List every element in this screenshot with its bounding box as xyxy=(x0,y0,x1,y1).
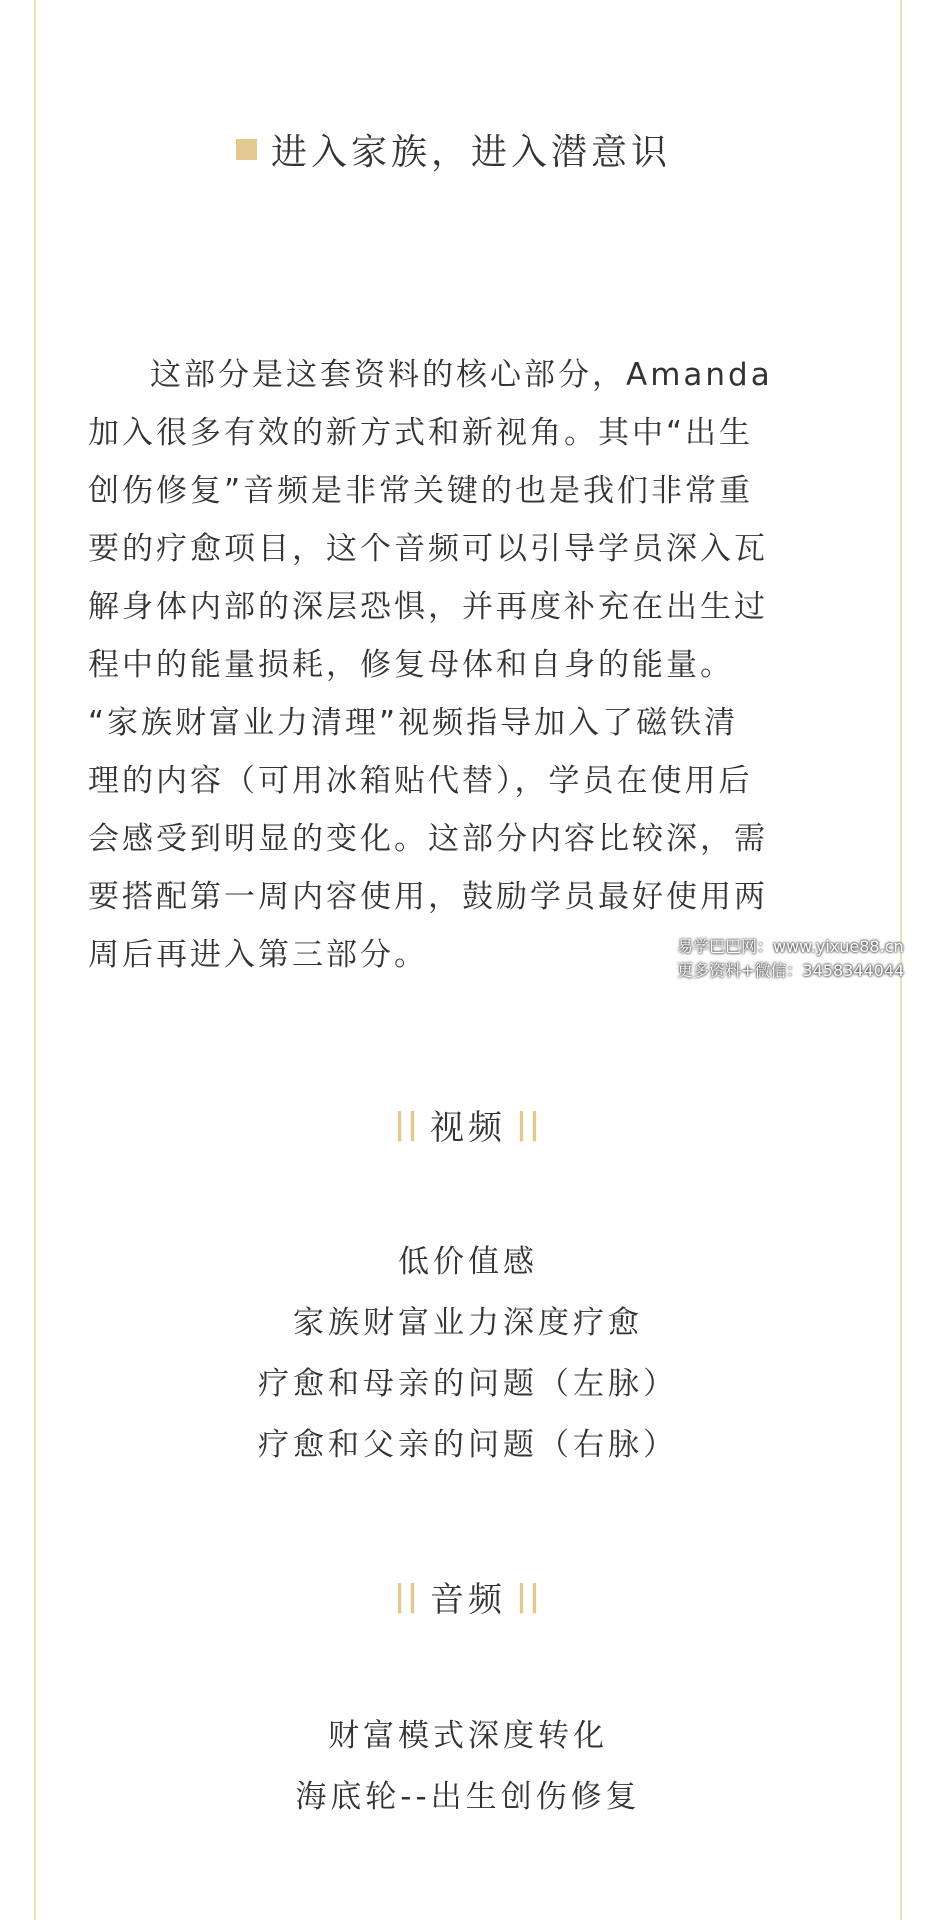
watermark-line-1: 易学巴巴网：www.yixue88.cn xyxy=(677,937,904,956)
video-list xyxy=(0,1232,936,1476)
paragraph-line: 周后再进入第三部分。 xyxy=(88,937,428,973)
double-bar-right-icon: || xyxy=(516,1107,542,1142)
paragraph-line: 解身体内部的深层恐惧，并再度补充在出生过 xyxy=(88,589,768,625)
audio-heading-text: 音频 xyxy=(430,1580,506,1620)
audio-list-item: 海底轮--出生创伤修复 xyxy=(295,1779,641,1815)
video-list-item: 疗愈和父亲的问题（右脉） xyxy=(258,1427,678,1463)
paragraph-line: 理的内容（可用冰箱贴代替），学员在使用后 xyxy=(88,763,753,799)
paragraph-line: 程中的能量损耗，修复母体和自身的能量。 xyxy=(88,647,734,683)
watermark xyxy=(677,935,904,983)
section-title xyxy=(236,124,671,175)
audio-list-item: 财富模式深度转化 xyxy=(328,1718,608,1754)
title-square-icon xyxy=(236,139,257,160)
audio-list xyxy=(0,1706,936,1828)
double-bar-left-icon: || xyxy=(394,1107,420,1142)
paragraph-line: 加入很多有效的新方式和新视角。其中“出生 xyxy=(88,415,754,451)
intro-paragraph xyxy=(88,346,848,984)
paragraph-line: 会感受到明显的变化。这部分内容比较深，需 xyxy=(88,821,768,857)
video-list-item: 低价值感 xyxy=(398,1244,538,1280)
paragraph-line: 要搭配第一周内容使用，鼓励学员最好使用两 xyxy=(88,879,768,915)
paragraph-line: 这部分是这套资料的核心部分，Amanda xyxy=(150,357,773,393)
left-frame-line xyxy=(34,0,36,1920)
paragraph-line: “家族财富业力清理”视频指导加入了磁铁清 xyxy=(88,705,739,741)
audio-heading xyxy=(0,1572,936,1621)
paragraph-line: 要的疗愈项目，这个音频可以引导学员深入瓦 xyxy=(88,531,768,567)
video-list-item: 疗愈和母亲的问题（左脉） xyxy=(258,1366,678,1402)
watermark-line-2: 更多资料+微信：3458344044 xyxy=(677,961,905,980)
video-heading-text: 视频 xyxy=(430,1108,506,1148)
section-title-text: 进入家族，进入潜意识 xyxy=(271,132,672,173)
video-list-item: 家族财富业力深度疗愈 xyxy=(293,1305,643,1341)
video-heading xyxy=(0,1100,936,1149)
double-bar-left-icon: || xyxy=(394,1579,420,1614)
double-bar-right-icon: || xyxy=(516,1579,542,1614)
paragraph-line: 创伤修复”音频是非常关键的也是我们非常重 xyxy=(88,473,754,509)
